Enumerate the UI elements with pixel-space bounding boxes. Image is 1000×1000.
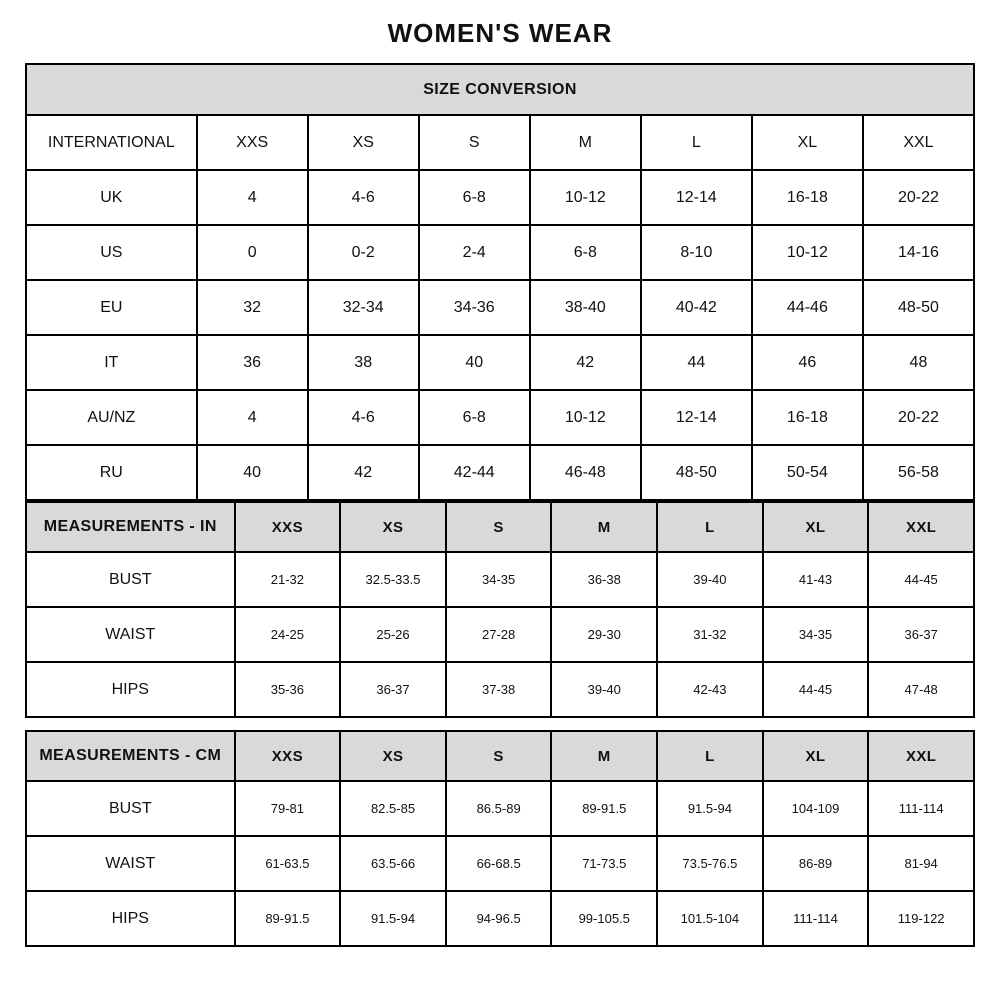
measurement-cell: 21-32 bbox=[235, 552, 341, 607]
size-cell: 4-6 bbox=[308, 390, 419, 445]
size-cell: 14-16 bbox=[863, 225, 974, 280]
column-header: XL bbox=[763, 731, 869, 781]
column-header: M bbox=[551, 502, 657, 552]
size-cell: 42 bbox=[308, 445, 419, 500]
measurement-cell: 39-40 bbox=[551, 662, 657, 717]
size-cell: S bbox=[419, 115, 530, 170]
measurement-cell: 25-26 bbox=[340, 607, 446, 662]
column-header: XS bbox=[340, 731, 446, 781]
size-cell: 40 bbox=[419, 335, 530, 390]
measurement-cell: 44-45 bbox=[763, 662, 869, 717]
table-row-international bbox=[26, 115, 974, 170]
size-cell: 38 bbox=[308, 335, 419, 390]
size-cell: 56-58 bbox=[863, 445, 974, 500]
measurements-cm-title: MEASUREMENTS - CM bbox=[26, 731, 235, 781]
column-header: XL bbox=[763, 502, 869, 552]
measurement-cell: 36-38 bbox=[551, 552, 657, 607]
size-cell: 36 bbox=[197, 335, 308, 390]
measurement-cell: 111-114 bbox=[763, 891, 869, 946]
measurements-in-header-row bbox=[26, 502, 974, 552]
size-cell: 20-22 bbox=[863, 390, 974, 445]
measurement-cell: 79-81 bbox=[235, 781, 341, 836]
size-cell: 0-2 bbox=[308, 225, 419, 280]
size-cell: L bbox=[641, 115, 752, 170]
measurement-cell: 39-40 bbox=[657, 552, 763, 607]
table-row-aunz bbox=[26, 390, 974, 445]
column-header: S bbox=[446, 731, 552, 781]
size-cell: 40-42 bbox=[641, 280, 752, 335]
size-cell: 38-40 bbox=[530, 280, 641, 335]
table-row-bust-cm bbox=[26, 781, 974, 836]
size-cell: 8-10 bbox=[641, 225, 752, 280]
measurement-cell: 119-122 bbox=[868, 891, 974, 946]
size-cell: 12-14 bbox=[641, 170, 752, 225]
size-cell: 50-54 bbox=[752, 445, 863, 500]
size-cell: 2-4 bbox=[419, 225, 530, 280]
row-label: US bbox=[26, 225, 197, 280]
row-label: HIPS bbox=[26, 662, 235, 717]
size-conversion-header-row bbox=[26, 64, 974, 115]
page-title: WOMEN'S WEAR bbox=[387, 18, 613, 48]
measurement-cell: 86.5-89 bbox=[446, 781, 552, 836]
size-cell: 10-12 bbox=[530, 170, 641, 225]
size-cell: 48 bbox=[863, 335, 974, 390]
row-label: BUST bbox=[26, 552, 235, 607]
table-row-waist-cm bbox=[26, 836, 974, 891]
size-cell: 40 bbox=[197, 445, 308, 500]
size-cell: 6-8 bbox=[419, 170, 530, 225]
measurement-cell: 91.5-94 bbox=[340, 891, 446, 946]
table-row-hips-cm bbox=[26, 891, 974, 946]
size-cell: 44-46 bbox=[752, 280, 863, 335]
measurement-cell: 35-36 bbox=[235, 662, 341, 717]
row-label: IT bbox=[26, 335, 197, 390]
size-cell: 46 bbox=[752, 335, 863, 390]
measurement-cell: 101.5-104 bbox=[657, 891, 763, 946]
measurement-cell: 36-37 bbox=[340, 662, 446, 717]
measurement-cell: 44-45 bbox=[868, 552, 974, 607]
size-cell: 44 bbox=[641, 335, 752, 390]
measurement-cell: 34-35 bbox=[446, 552, 552, 607]
measurements-in-table bbox=[25, 501, 975, 718]
size-cell: 6-8 bbox=[530, 225, 641, 280]
table-row-hips-in bbox=[26, 662, 974, 717]
size-cell: 16-18 bbox=[752, 170, 863, 225]
row-label: BUST bbox=[26, 781, 235, 836]
size-cell: 32 bbox=[197, 280, 308, 335]
measurement-cell: 37-38 bbox=[446, 662, 552, 717]
column-header: XXS bbox=[235, 502, 341, 552]
size-cell: 4-6 bbox=[308, 170, 419, 225]
size-cell: 4 bbox=[197, 390, 308, 445]
table-row-bust-in bbox=[26, 552, 974, 607]
row-label: RU bbox=[26, 445, 197, 500]
size-cell: 6-8 bbox=[419, 390, 530, 445]
row-label: WAIST bbox=[26, 607, 235, 662]
size-cell: 0 bbox=[197, 225, 308, 280]
size-cell: 20-22 bbox=[863, 170, 974, 225]
table-row-uk bbox=[26, 170, 974, 225]
measurement-cell: 42-43 bbox=[657, 662, 763, 717]
row-label: INTERNATIONAL bbox=[26, 115, 197, 170]
size-cell: XXL bbox=[863, 115, 974, 170]
row-label: HIPS bbox=[26, 891, 235, 946]
size-cell: 42 bbox=[530, 335, 641, 390]
measurements-cm-table bbox=[25, 730, 975, 947]
size-conversion-title: SIZE CONVERSION bbox=[26, 64, 974, 115]
size-cell: 16-18 bbox=[752, 390, 863, 445]
measurement-cell: 82.5-85 bbox=[340, 781, 446, 836]
measurement-cell: 81-94 bbox=[868, 836, 974, 891]
column-header: XXL bbox=[868, 731, 974, 781]
measurements-cm-header-row bbox=[26, 731, 974, 781]
measurement-cell: 111-114 bbox=[868, 781, 974, 836]
column-header: XXL bbox=[868, 502, 974, 552]
column-header: XXS bbox=[235, 731, 341, 781]
table-row-ru bbox=[26, 445, 974, 500]
size-cell: 42-44 bbox=[419, 445, 530, 500]
table-row-it bbox=[26, 335, 974, 390]
row-label: WAIST bbox=[26, 836, 235, 891]
size-cell: 48-50 bbox=[641, 445, 752, 500]
size-cell: M bbox=[530, 115, 641, 170]
size-cell: XL bbox=[752, 115, 863, 170]
measurement-cell: 63.5-66 bbox=[340, 836, 446, 891]
column-header: L bbox=[657, 502, 763, 552]
column-header: M bbox=[551, 731, 657, 781]
measurement-cell: 73.5-76.5 bbox=[657, 836, 763, 891]
measurements-in-title: MEASUREMENTS - IN bbox=[26, 502, 235, 552]
measurement-cell: 61-63.5 bbox=[235, 836, 341, 891]
column-header: XS bbox=[340, 502, 446, 552]
size-cell: 32-34 bbox=[308, 280, 419, 335]
row-label: UK bbox=[26, 170, 197, 225]
measurement-cell: 41-43 bbox=[763, 552, 869, 607]
size-cell: 10-12 bbox=[752, 225, 863, 280]
measurement-cell: 31-32 bbox=[657, 607, 763, 662]
measurement-cell: 32.5-33.5 bbox=[340, 552, 446, 607]
row-label: AU/NZ bbox=[26, 390, 197, 445]
measurement-cell: 29-30 bbox=[551, 607, 657, 662]
measurement-cell: 24-25 bbox=[235, 607, 341, 662]
measurement-cell: 89-91.5 bbox=[551, 781, 657, 836]
measurement-cell: 34-35 bbox=[763, 607, 869, 662]
measurement-cell: 89-91.5 bbox=[235, 891, 341, 946]
measurement-cell: 99-105.5 bbox=[551, 891, 657, 946]
table-row-us bbox=[26, 225, 974, 280]
column-header: S bbox=[446, 502, 552, 552]
size-conversion-table bbox=[25, 63, 975, 501]
table-row-waist-in bbox=[26, 607, 974, 662]
measurement-cell: 36-37 bbox=[868, 607, 974, 662]
size-cell: 4 bbox=[197, 170, 308, 225]
size-cell: 34-36 bbox=[419, 280, 530, 335]
measurement-cell: 71-73.5 bbox=[551, 836, 657, 891]
table-row-eu bbox=[26, 280, 974, 335]
measurement-cell: 66-68.5 bbox=[446, 836, 552, 891]
measurement-cell: 47-48 bbox=[868, 662, 974, 717]
size-cell: 46-48 bbox=[530, 445, 641, 500]
size-cell: 48-50 bbox=[863, 280, 974, 335]
row-label: EU bbox=[26, 280, 197, 335]
measurement-cell: 91.5-94 bbox=[657, 781, 763, 836]
measurement-cell: 27-28 bbox=[446, 607, 552, 662]
size-cell: XXS bbox=[197, 115, 308, 170]
size-cell: XS bbox=[308, 115, 419, 170]
measurement-cell: 86-89 bbox=[763, 836, 869, 891]
measurement-cell: 94-96.5 bbox=[446, 891, 552, 946]
column-header: L bbox=[657, 731, 763, 781]
size-cell: 12-14 bbox=[641, 390, 752, 445]
measurement-cell: 104-109 bbox=[763, 781, 869, 836]
size-cell: 10-12 bbox=[530, 390, 641, 445]
